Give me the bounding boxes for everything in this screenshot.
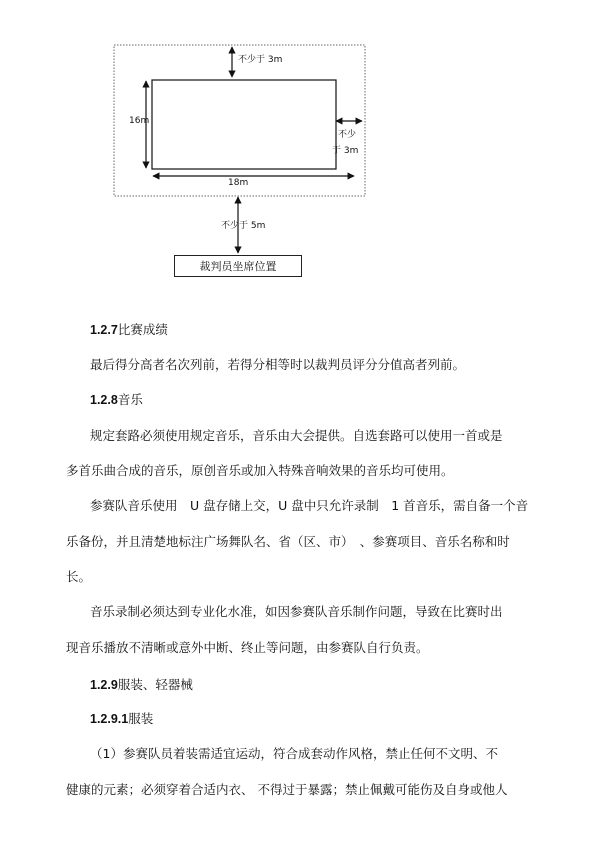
top-spacing-label: 不少于 3m bbox=[238, 55, 283, 65]
paragraph-line: 多首乐曲合成的音乐，原创音乐或加入特殊音响效果的音乐均可使用。 bbox=[66, 463, 454, 478]
heading-1-2-9 bbox=[90, 677, 193, 693]
judge-seat-label: 裁判员坐席位置 bbox=[199, 260, 277, 273]
heading-title: 音乐 bbox=[117, 393, 143, 407]
width-label: 18m bbox=[228, 178, 249, 188]
paragraph-line: 音乐录制必须达到专业化水准，如因参赛队音乐制作问题，导致在比赛时出 bbox=[90, 604, 503, 619]
paragraph-line: 长。 bbox=[66, 569, 92, 584]
bottom-spacing-label: 不少于 5m bbox=[221, 221, 266, 231]
paragraph-line: 健康的元素；必须穿着合适内衣、 不得过于暴露；禁止佩戴可能伤及自身或他人 bbox=[66, 782, 508, 797]
heading-title: 服装 bbox=[128, 712, 154, 726]
heading-number: 1.2.9.1 bbox=[90, 712, 129, 726]
right-spacing-label-line1: 不少 bbox=[338, 130, 357, 140]
paragraph-line: 规定套路必须使用规定音乐，音乐由大会提供。自选套路可以使用一首或是 bbox=[90, 428, 503, 443]
heading-title: 服装、轻器械 bbox=[117, 678, 193, 692]
competition-area bbox=[152, 80, 336, 169]
paragraph-line: 最后得分高者名次列前，若得分相等时以裁判员评分分值高者列前。 bbox=[90, 357, 466, 372]
height-label: 16m bbox=[129, 116, 150, 126]
heading-1-2-9-1 bbox=[90, 711, 153, 727]
heading-title: 比赛成绩 bbox=[117, 323, 168, 337]
paragraph-line: 乐备份，并且清楚地标注广场舞队名、省（区、市） 、参赛项目、音乐名称和时 bbox=[66, 534, 510, 549]
judge-seat-box bbox=[174, 255, 302, 277]
paragraph-line: 现音乐播放不清晰或意外中断、终止等问题，由参赛队自行负责。 bbox=[66, 640, 429, 655]
heading-number: 1.2.7 bbox=[90, 323, 118, 337]
venue-diagram-svg bbox=[0, 0, 601, 290]
paragraph-line: （1）参赛队员着装需适宜运动，符合成套动作风格，禁止任何不文明、不 bbox=[90, 746, 498, 761]
heading-number: 1.2.9 bbox=[90, 678, 118, 692]
paragraph-line: 参赛队音乐使用 U 盘存储上交，U 盘中只允许录制 1 首音乐，需自备一个音 bbox=[90, 498, 529, 513]
heading-1-2-8 bbox=[90, 392, 143, 408]
heading-number: 1.2.8 bbox=[90, 393, 118, 407]
right-spacing-label-line2: 于 3m bbox=[332, 146, 359, 156]
heading-1-2-7 bbox=[90, 322, 168, 338]
venue-diagram bbox=[0, 0, 601, 290]
